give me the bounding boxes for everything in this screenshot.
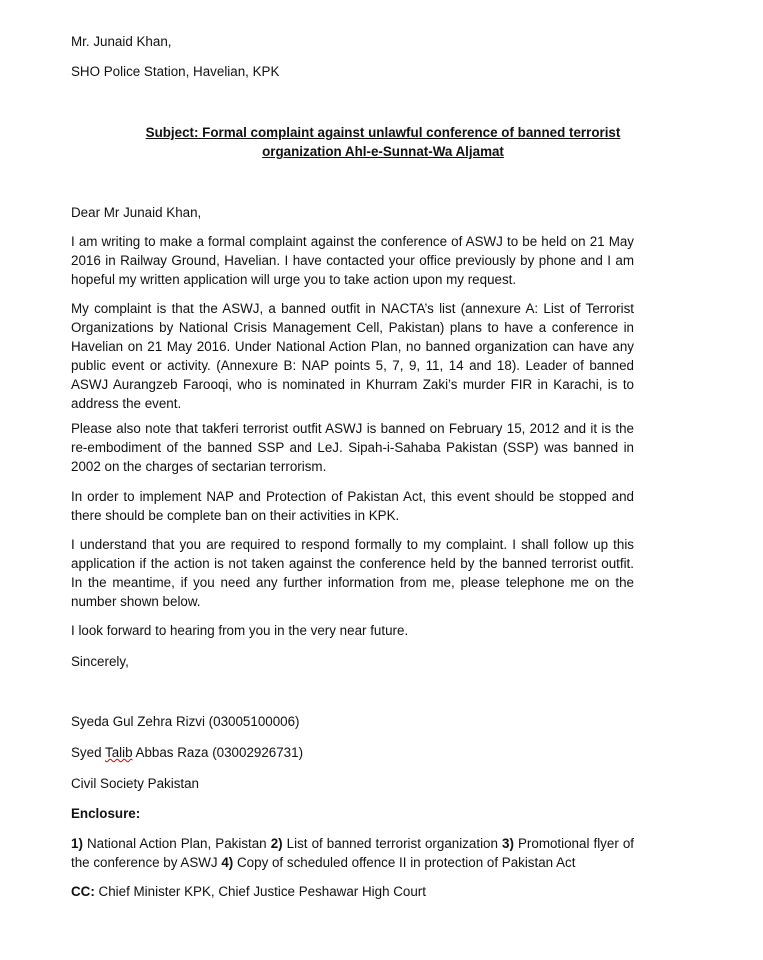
subject-heading — [100, 123, 666, 161]
subject-line-1: Subject: Formal complaint against unlawful conference of banned terrorist — [145, 125, 621, 140]
paragraph-3: Please also note that takferi terrorist outfit ASWJ is banned on February 15, 2012 and it is the re-embodiment of the banned SSP and LeJ. Sipah-i-Sahaba Pakistan (SSP) was banned in 2002 on the charges of sectarian terrorism. — [71, 421, 634, 474]
signatory-2-name: Talib — [105, 745, 133, 760]
enclosure-item-3: Promotional flyer of the conference by ASWJ — [71, 836, 635, 870]
enclosure-heading: Enclosure: — [71, 806, 141, 821]
subject-line-2: organization Ahl-e-Sunnat-Wa Aljamat — [262, 144, 504, 159]
paragraph-4: In order to implement NAP and Protection of Pakistan Act, this event should be stopped and there should be complete ban on their activities in KPK. — [71, 489, 634, 523]
cc-text: Chief Minister KPK, Chief Justice Peshawar High Court — [94, 884, 426, 899]
closing: Sincerely, — [71, 654, 129, 669]
cc-line — [71, 882, 426, 901]
paragraph-1: I am writing to make a formal complaint against the conference of ASWJ to be held on 21 May 2016 in Railway Ground, Havelian. I have contacted your office previously by phone and I am hopeful my written application will urge you to take action upon my request. — [71, 234, 634, 287]
recipient-address: SHO Police Station, Havelian, KPK — [71, 64, 280, 79]
enclosure-num-2: 2) — [270, 836, 283, 851]
signatory-2 — [71, 743, 303, 762]
paragraph-6: I look forward to hearing from you in the very near future. — [71, 623, 409, 638]
enclosure-num-4: 4) — [221, 855, 234, 870]
organization: Civil Society Pakistan — [71, 776, 200, 791]
enclosure-item-4: Copy of scheduled offence II in protection of Pakistan Act — [233, 855, 576, 870]
enclosure-num-1: 1) — [71, 836, 83, 851]
enclosure-list — [71, 834, 634, 872]
enclosure-item-1: National Action Plan, Pakistan — [82, 836, 271, 851]
paragraph-5: I understand that you are required to respond formally to my complaint. I shall follow up this application if the action is not taken against the conference held by the banned terrorist outfit. In the meantime, if you need any further information from me, please telephone me on the number shown below. — [71, 537, 634, 609]
enclosure-item-2: List of banned terrorist organization — [282, 836, 502, 851]
recipient-name: Mr. Junaid Khan, — [71, 34, 172, 49]
enclosure-num-3: 3) — [502, 836, 514, 851]
paragraph-2: My complaint is that the ASWJ, a banned outfit in NACTA’s list (annexure A: List of Terrorist Organizations by National Crisis Management Cell, Pakistan) plans to have a conference in Havelian on 21 May 2016. Under National Action Plan, no banned organization can have any public event or activity. (Annexure B: NAP points 5, 7, 9, 11, 14 and 18). Leader of banned ASWJ Aurangzeb Farooqi, who is nominated in Khurram Zaki’s murder FIR in Karachi, is to address the event. — [71, 301, 634, 411]
signatory-2-suffix: Abbas Raza (03002926731) — [132, 745, 304, 760]
cc-label: CC: — [71, 884, 95, 899]
signatory-2-prefix: Syed — [71, 745, 105, 760]
salutation: Dear Mr Junaid Khan, — [71, 205, 202, 220]
signatory-1: Syeda Gul Zehra Rizvi (03005100006) — [71, 714, 300, 729]
